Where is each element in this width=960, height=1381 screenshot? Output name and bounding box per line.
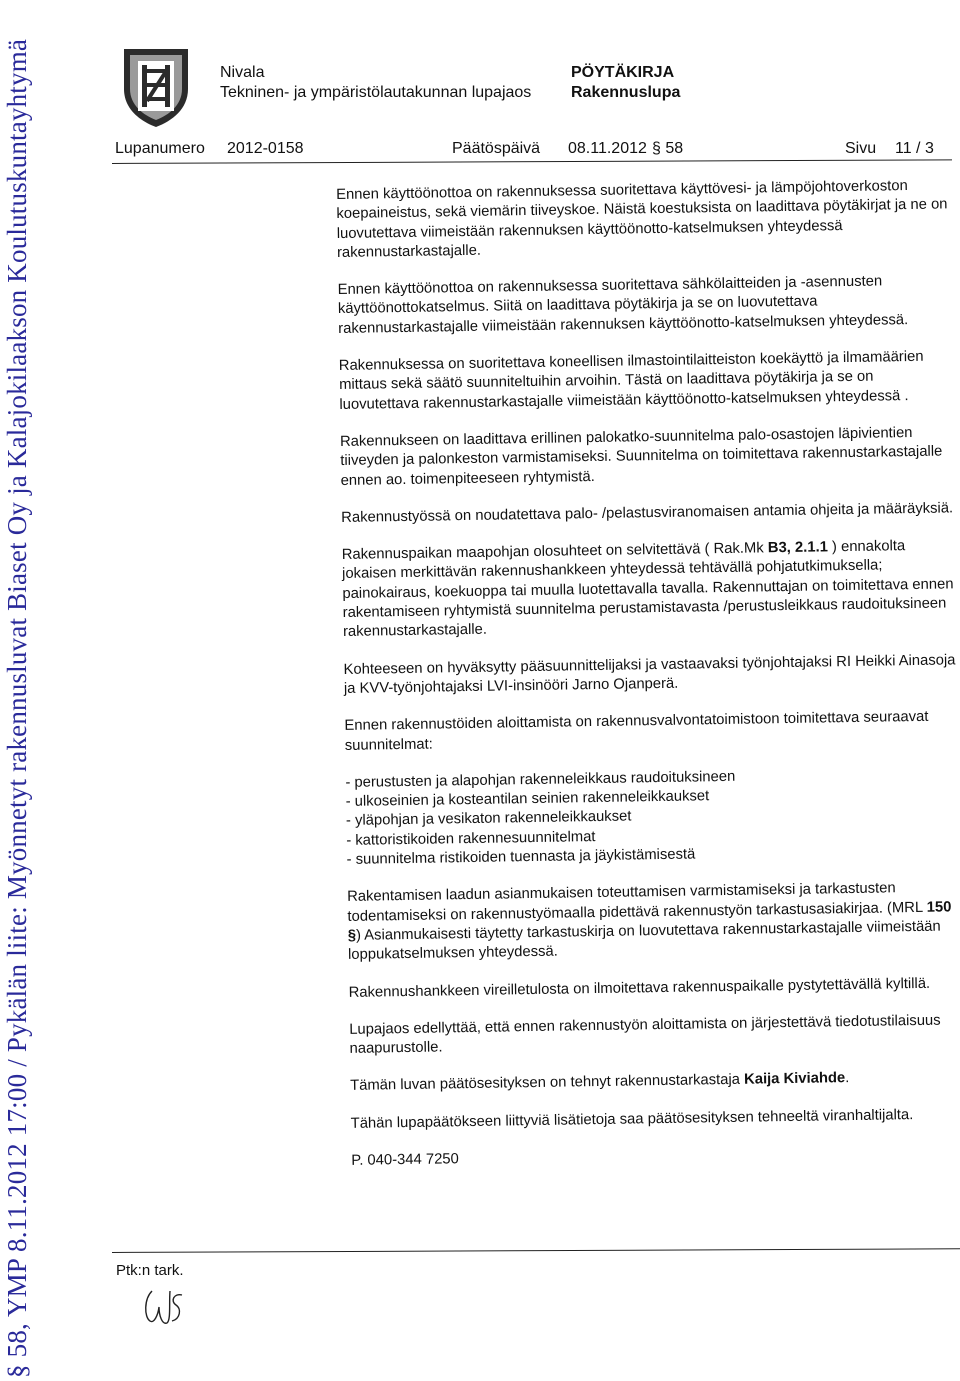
list-item: - yläpohjan ja vesikaton rakenneleikkaukset bbox=[346, 803, 960, 832]
list-item: - ulkoseinien ja kosteantilan seinien rakenneleikkaukset bbox=[346, 783, 960, 812]
paragraph-fire-authority: Rakennustyössä on noudatettava palo- /pelastusviranomaisen antamia ohjeita ja määräyksiä. bbox=[341, 500, 954, 526]
paragraph-pressure-test: Ennen käyttöönottoa on rakennuksessa suoritettava käyttövesi- ja lämpöjohtoverkoston koepaineistus, sekä viemärin tiiveyskoe. Näistä koestuksista on laadittava pöytäkirjat ja ne on luovutettava viimeistään rakennuksen käyttöönotto-katselmuksen yhteydessä rakennustarkastajalle. bbox=[336, 178, 948, 261]
paragraph-ground-survey: Rakennuspaikan maapohjan olosuhteet on selvitettävä ( Rak.Mk B3, 2.1.1 ) ennakolta jokaisen merkittävän rakennushankkeen yhteydessä tehtävällä pohjatutkimuksella; painokairaus, koekuoppa tai muulla luotettavalla tavalla. Rakennuttajan on toimitettava ennen rakentamiseen ryhtymistä suunnitelma perustamistavasta /perustusleikkaus raudoituksineen rakennustarkastajalle. bbox=[341, 538, 954, 641]
document-body bbox=[336, 176, 960, 1189]
minutes-checked-label: Ptk:n tark. bbox=[116, 1262, 184, 1279]
paragraph-prepared-by: Tämän luvan päätösesityksen on tehnyt rakennustarkastaja Kaija Kiviahde. bbox=[350, 1070, 850, 1095]
municipal-crest bbox=[120, 45, 192, 129]
paragraph-neighbour-info: Lupajaos edellyttää, että ennen rakennustyön aloittamista on järjestettävä tiedotustilaisuus naapurustolle. bbox=[349, 1012, 941, 1057]
paragraph-site-sign: Rakennushankkeen vireilletulosta on ilmoitettava rakennuspaikalle pystytettävällä kyltillä. bbox=[348, 975, 931, 1001]
municipality-name: Nivala bbox=[220, 64, 265, 81]
decision-date: 08.11.2012 bbox=[568, 140, 647, 157]
decision-date-label: Päätöspäivä bbox=[452, 140, 541, 157]
document-type: PÖYTÄKIRJA bbox=[571, 64, 675, 81]
handwritten-initials bbox=[140, 1285, 186, 1331]
list-item: - suunnitelma ristikoiden tuennasta ja jäykistämisestä bbox=[346, 841, 960, 870]
list-item: - perustusten ja alapohjan rakenneleikkaus raudoituksineen bbox=[345, 764, 959, 793]
paragraph-supervisors: Kohteeseen on hyväksytty pääsuunnittelijaksi ja vastaavaksi työnjohtajaksi RI Heikki Ainasoja ja KVV-työnjohtajaksi LVI-insinööri Jarno Ojanperä. bbox=[343, 651, 956, 697]
section-number: § 58 bbox=[652, 140, 684, 157]
paragraph-electrical: Ennen käyttöönottoa on rakennuksessa suoritettava sähkölaitteiden ja -asennusten käyttöönottokatselmus. Siitä on laadittava pöytäkirja ja se on luovutettava rakennustarkastajalle viimeistään rakennuksen käyttöönotto-katselmuksen yhteydessä. bbox=[337, 273, 909, 337]
header-divider bbox=[112, 159, 952, 164]
committee-name: Tekninen- ja ympäristölautakunnan lupajaos bbox=[220, 84, 532, 101]
paragraph-fire-stop: Rakennukseen on laadittava erillinen palokatko-suunnitelma palo-osastojen läpivientien tiiveyden ja palonkeston varmistamiseksi. Suunnitelma on toimitettava rakennustarkastajalle ennen ao. toimenpiteeseen ryhtymistä. bbox=[339, 424, 943, 489]
paragraph-ventilation: Rakennuksessa on suoritettava koneellisen ilmastointilaitteiston koekäyttö ja ilmamäärien mittaus sekä säätö suunniteltuihin arvoihin. Tästä on laadittava pöytäkirja ja se on luovutettava rakennustarkastajalle viimeistään käyttöönotto-katselmuksen yhteydessä . bbox=[338, 348, 924, 413]
paragraph-more-info: Tähän lupapäätökseen liittyviä lisätietoja saa päätösesityksen tehneeltä viranhaltijalta. bbox=[350, 1106, 914, 1132]
list-item: - kattoristikoiden rakennesuunnitelmat bbox=[346, 822, 960, 851]
page-number: 11 / 3 bbox=[895, 140, 934, 157]
footer-divider bbox=[112, 1248, 960, 1253]
paragraph-inspection-record: Rakentamisen laadun asianmukaisen toteuttamisen varmistamiseksi ja tarkastusten todentamiseksi on rakennustyömaalla pidettävä rakennustyön tarkastusasiakirjaa. (MRL 150 §) Asianmukaisesti täytetty tarkastuskirja on luovutettava rakennustarkastajalle viimeistään loppukatselmuksen yhteydessä. bbox=[347, 880, 952, 964]
phone-number: P. 040-344 7250 bbox=[351, 1151, 459, 1169]
permit-label: Lupanumero bbox=[115, 140, 205, 157]
plans-list bbox=[345, 764, 960, 870]
document-title: Rakennuslupa bbox=[571, 84, 681, 101]
page-label: Sivu bbox=[845, 140, 877, 157]
permit-number: 2012-0158 bbox=[227, 140, 304, 157]
paragraph-plans-intro: Ennen rakennustöiden aloittamista on rakennusvalvontatoimistoon toimitettava seuraavat suunnitelmat: bbox=[344, 708, 929, 754]
side-stamp: § 58, YMP 8.11.2012 17:00 / Pykälän liite: Myönnetyt rakennusluvat Biaset Oy ja Kalajokilaakson Koulutuskuntayhtymä bbox=[2, 38, 32, 1378]
